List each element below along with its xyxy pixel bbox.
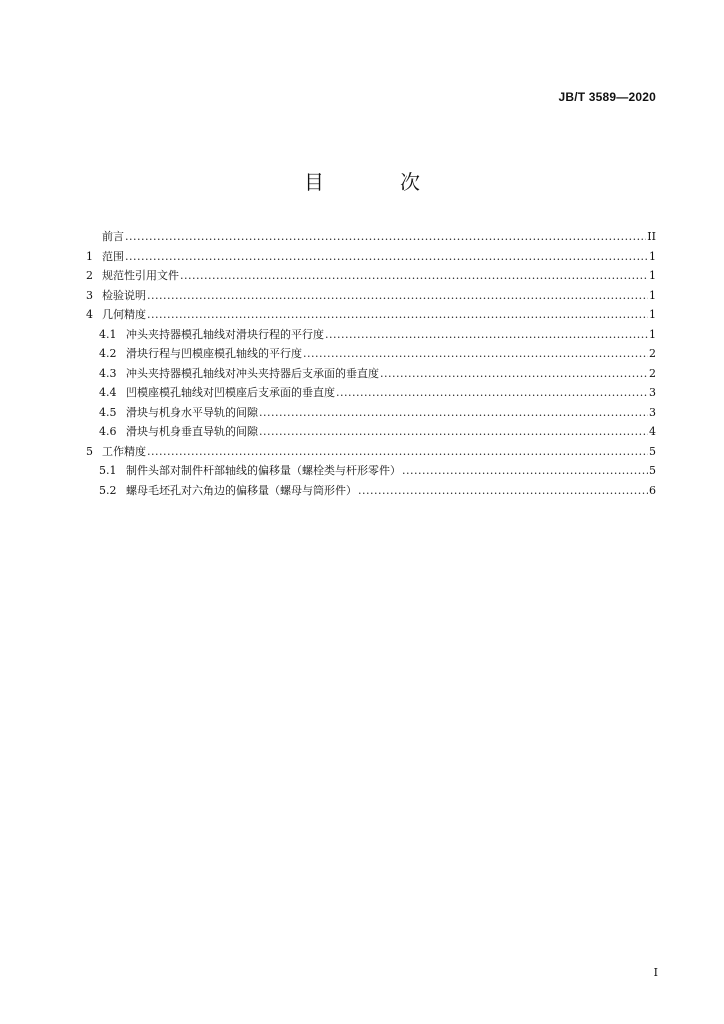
toc-entry-4-5[interactable]: [86, 404, 656, 424]
toc-entry-page: 1: [649, 308, 656, 321]
toc-entry-page: 2: [649, 366, 656, 380]
dot-leader: [259, 406, 648, 419]
footer-page-number: I: [653, 966, 658, 979]
toc-entry-page: 5: [649, 444, 656, 458]
dot-leader: [147, 289, 648, 302]
toc-entry-label: 冲头夹持器模孔轴线对滑块行程的平行度: [126, 327, 324, 341]
toc-entry-4-6[interactable]: [86, 423, 656, 443]
toc-entry-page: 1: [649, 249, 656, 263]
toc-entry-label: 滑块与机身水平导轨的间隙: [126, 405, 258, 419]
dot-leader: [325, 328, 648, 341]
toc-entry-page: 2: [649, 347, 656, 360]
toc-entry-label: 螺母毛坯孔对六角边的偏移量（螺母与筒形件）: [126, 483, 357, 497]
dot-leader: [147, 308, 648, 321]
toc-entry-page: 5: [649, 464, 656, 477]
toc-entry-label: 规范性引用文件: [102, 269, 179, 282]
toc-entry-label: 滑块行程与凹模座模孔轴线的平行度: [126, 347, 302, 360]
toc-entry-page: 1: [649, 288, 656, 302]
dot-leader: [303, 347, 648, 360]
dot-leader: [336, 386, 648, 399]
document-code: JB/T 3589—2020: [558, 90, 656, 104]
toc-entry-normative-references[interactable]: [86, 267, 656, 287]
toc-entry-label: 几何精度: [102, 308, 146, 321]
toc-entry-page: II: [647, 230, 656, 243]
toc-entry-page: 4: [649, 425, 656, 438]
toc-entry-number: 4.5: [99, 405, 117, 419]
toc-entry-5-2[interactable]: [86, 482, 656, 502]
toc-entry-scope[interactable]: [86, 248, 656, 268]
toc-entry-5-1[interactable]: [86, 462, 656, 482]
dot-leader: [402, 464, 648, 477]
toc-entry-page: 3: [649, 405, 656, 419]
dot-leader: [380, 367, 648, 380]
toc-entry-page: 1: [649, 269, 656, 282]
dot-leader: [147, 445, 648, 458]
toc-entry-page: 3: [649, 386, 656, 399]
toc-entry-number: 4.1: [99, 327, 117, 341]
toc-entry-page: 6: [649, 483, 656, 497]
toc-entry-4-3[interactable]: [86, 365, 656, 385]
toc-entry-label: 制件头部对制件杆部轴线的偏移量（螺栓类与杆形零件）: [126, 464, 401, 477]
toc-entry-number: 1: [86, 249, 93, 263]
toc-entry-number: 5.1: [99, 464, 117, 477]
toc-entry-4-4[interactable]: [86, 384, 656, 404]
dot-leader: [180, 269, 648, 282]
toc-entry-foreword[interactable]: [86, 228, 656, 248]
toc-entry-number: 2: [86, 269, 93, 282]
toc-entry-working-accuracy[interactable]: [86, 443, 656, 463]
toc-entry-4-2[interactable]: [86, 345, 656, 365]
dot-leader: [125, 250, 648, 263]
toc-entry-number: 4.6: [99, 425, 117, 438]
toc-entry-number: 4.4: [99, 386, 117, 399]
toc-entry-number: 5.2: [99, 483, 117, 497]
toc-entry-number: 4.2: [99, 347, 117, 360]
toc-entry-label: 检验说明: [102, 288, 146, 302]
toc-entry-label: 冲头夹持器模孔轴线对冲头夹持器后支承面的垂直度: [126, 366, 379, 380]
toc-entry-page: 1: [649, 327, 656, 341]
toc-entry-number: 3: [86, 288, 93, 302]
toc-entry-inspection-notes[interactable]: [86, 287, 656, 307]
toc-entry-label: 滑块与机身垂直导轨的间隙: [126, 425, 258, 438]
toc-title: 目 次: [304, 170, 448, 194]
toc-entry-4-1[interactable]: [86, 326, 656, 346]
dot-leader: [125, 230, 646, 243]
dot-leader: [259, 425, 648, 438]
toc-entry-number: 4.3: [99, 366, 117, 380]
toc-entry-label: 凹模座模孔轴线对凹模座后支承面的垂直度: [126, 386, 335, 399]
toc-entry-label: 范围: [102, 249, 124, 263]
table-of-contents: [86, 228, 656, 501]
toc-entry-label: 前言: [102, 230, 124, 243]
toc-entry-number: 4: [86, 308, 93, 321]
dot-leader: [358, 484, 648, 497]
toc-entry-geometric-accuracy[interactable]: [86, 306, 656, 326]
toc-entry-label: 工作精度: [102, 444, 146, 458]
toc-entry-number: 5: [86, 444, 93, 458]
